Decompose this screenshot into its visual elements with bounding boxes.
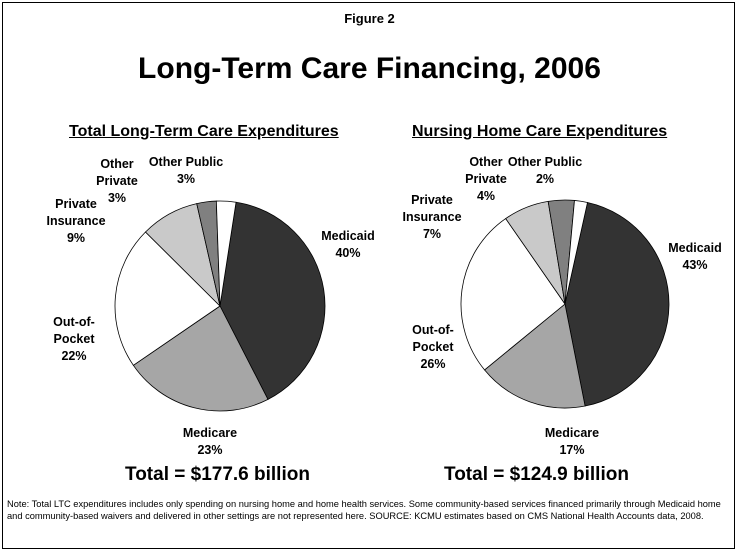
slice-label-nursing-home-medicaid: Medicaid 43% [668, 241, 722, 272]
chart-total-total-ltc: Total = $177.6 billion [125, 464, 310, 485]
slice-label-nursing-home-other-public: Other Public 2% [507, 155, 583, 186]
slice-label-nursing-home-private-insurance: Private Insurance 7% [402, 193, 462, 241]
chart-title-total-ltc: Total Long-Term Care Expenditures [69, 123, 339, 140]
footnote: Note: Total LTC expenditures includes only spending on nursing home and home health services. Some community-based services financed primarily through Medicaid home and community-based waivers and delivered in other settings are not represented here. SOURCE: KCMU estimates based on CMS National Health Accounts data, 2008. [7, 499, 721, 521]
slice-label-total-ltc-other-public: Other Public 3% [148, 155, 224, 186]
figure-label: Figure 2 [344, 11, 395, 26]
slice-label-total-ltc-medicare: Medicare 23% [182, 426, 238, 457]
slice-label-nursing-home-other-private: Other Private 4% [465, 155, 507, 203]
slice-label-total-ltc-medicaid: Medicaid 40% [321, 229, 375, 260]
slice-label-nursing-home-medicare: Medicare 17% [544, 426, 600, 457]
chart-title-nursing-home: Nursing Home Care Expenditures [412, 123, 668, 140]
page-title: Long-Term Care Financing, 2006 [138, 52, 601, 85]
chart-total-nursing-home: Total = $124.9 billion [444, 464, 629, 485]
slice-label-total-ltc-other-private: Other Private 3% [96, 157, 138, 205]
slice-label-nursing-home-out-of-pocket: Out-of-Pocket 26% [412, 323, 454, 371]
slice-label-total-ltc-private-insurance: Private Insurance 9% [46, 197, 106, 245]
slice-label-total-ltc-out-of-pocket: Out-of-Pocket 22% [53, 315, 95, 363]
